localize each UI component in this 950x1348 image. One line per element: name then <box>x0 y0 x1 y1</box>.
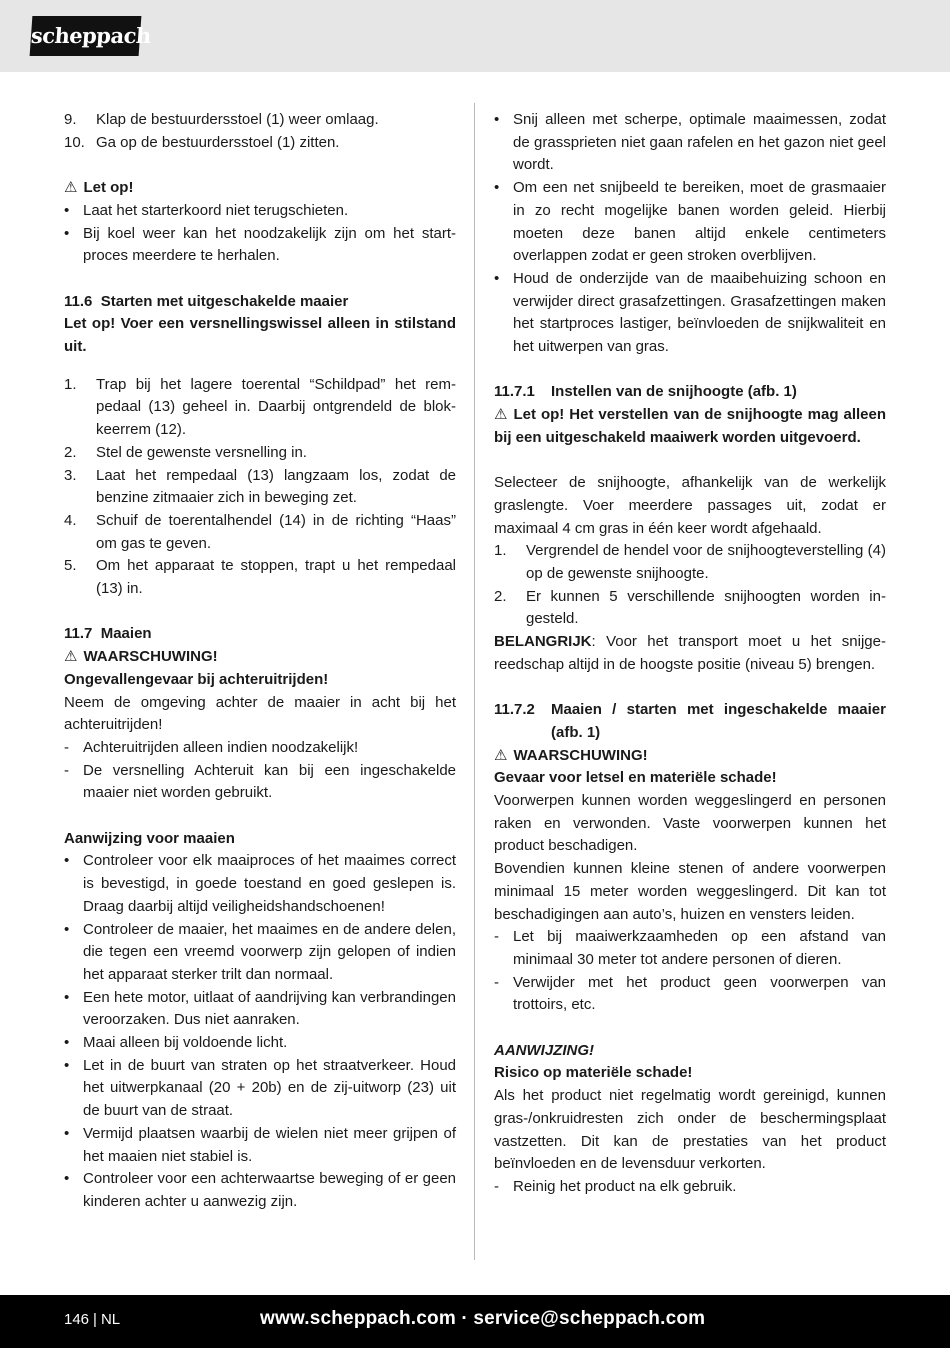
column-divider <box>474 103 475 1260</box>
list-item: • Houd de onderzijde van de maaibehuizing schoon en verwijder direct grasafzettingen. Grasafzettingen maken het startproces lastiger, beïnvloeden de snijkwaliteit en het uitwerpen van gras. <box>494 269 886 356</box>
page-footer <box>0 1295 950 1348</box>
height-steps-list <box>494 540 886 631</box>
list-item: 1. Trap bij het lagere toerental “Schildpad” het rempedaal (13) geheel in. Daarbij ontgrendeld de blokkeerrem (12). <box>64 375 456 439</box>
list-item: 9. Klap de bestuurdersstoel (1) weer omlaag. <box>64 111 379 128</box>
section-note: ⚠ Let op! Het verstellen van de snijhoogte mag alleen bij een uitgeschakeld maaiwerk worden uitgevoerd. <box>494 406 886 446</box>
section-note: Let op! Voer een versnellingswissel alleen in stilstand uit. <box>64 315 456 355</box>
list-item: • Maai alleen bij voldoende licht. <box>64 1034 288 1052</box>
list-item: • Snij alleen met scherpe, optimale maaimessen, zodat de grassprieten niet gaan rafelen en het gazon niet geel wordt. <box>494 111 886 174</box>
section-heading-11-7: 11.7 Maaien <box>64 625 152 643</box>
hint-list <box>64 850 456 1213</box>
list-item: - Reinig het product na elk gebruik. <box>494 1177 737 1195</box>
warning-triangle-icon: ⚠ <box>64 648 78 666</box>
list-item: • Vermijd plaatsen waarbij de wielen niet meer grijpen of het maaien niet stabiel is. <box>64 1124 456 1165</box>
section-heading-11-7-2: 11.7.2 Maaien / starten met ingeschakelde maaier (afb. 1) <box>494 701 886 741</box>
section-text: Selecteer de snijhoogte, afhankelijk van de werkelijk graslengte. Voer meerdere passages uit, zodat er maximaal 4 cm gras in één keer wordt afgehaald. <box>494 474 886 537</box>
warning-heading: ⚠ WAARSCHUWING! <box>494 745 886 768</box>
list-item: 10. Ga op de bestuurdersstoel (1) zitten. <box>64 133 340 151</box>
notice-text: Als het product niet regelmatig wordt gereinigd, kunnen gras-/onkruidresten zich onder de beschermingsplaat vastzetten. Dit kan de prestaties van het product beïnvloeden en de levensduur verkorten. <box>494 1087 886 1173</box>
list-item: - De versnelling Achteruit kan bij een ingeschakelde maaier niet worden gebruikt. <box>64 761 456 802</box>
list-item: 4. Schuif de toerentalhendel (14) in de richting “Haas” om gas te geven. <box>64 511 456 552</box>
warning-text: Neem de omgeving achter de maaier in acht bij het achteruitrijden! <box>64 693 456 734</box>
list-item: - Achteruitrijden alleen indien noodzakelijk! <box>64 738 359 756</box>
list-item: • Laat het starterkoord niet terugschieten. <box>64 201 349 219</box>
left-column <box>64 109 456 1214</box>
steps-list-b <box>64 374 456 601</box>
page-number: 146 | NL <box>64 1311 121 1328</box>
warning-triangle-icon: ⚠ <box>64 179 78 197</box>
page-header <box>0 0 950 72</box>
warning-list <box>494 926 886 1017</box>
right-column <box>494 109 886 1199</box>
scheppach-logo: scheppach <box>30 16 142 56</box>
warning-subheading: Gevaar voor letsel en materiële schade! <box>494 769 777 787</box>
caution-heading: ⚠ Let op! <box>64 177 456 200</box>
warning-subheading: Ongevallengevaar bij achteruitrijden! <box>64 670 329 688</box>
list-item: • Bij koel weer kan het noodzakelijk zijn om het startproces meerdere te herhalen. <box>64 224 456 265</box>
caution-list <box>64 200 456 268</box>
list-item: 3. Laat het rempedaal (13) langzaam los, zodat de benzine zitmaaier zich in beweging zet. <box>64 466 456 507</box>
list-item: • Controleer de maaier, het maaimes en de andere delen, die tegen een vreemd voorwerp zijn gelopen of indien het apparaat sterker trilt dan normaal. <box>64 920 456 983</box>
list-item: 2. Er kunnen 5 verschillende snijhoogten worden ingesteld. <box>494 587 886 628</box>
steps-list-a <box>64 109 456 154</box>
footer-website: www.scheppach.com · service@scheppach.com <box>260 1308 706 1329</box>
section-heading-11-6: 11.6 Starten met uitgeschakelde maaier <box>64 292 349 310</box>
section-heading-11-7-1: 11.7.1 Instellen van de snijhoogte (afb. 1) <box>494 383 797 401</box>
list-item: - Let bij maaiwerkzaamheden op een afstand van minimaal 30 meter tot andere personen of dieren. <box>494 928 886 968</box>
warning-triangle-icon: ⚠ <box>494 746 508 764</box>
list-item: • Let in de buurt van straten op het straatverkeer. Houd het uitwerpkanaal (20 + 20b) en de zij-uitworp (23) uit de buurt van de straat. <box>64 1056 456 1120</box>
hint-heading: Aanwijzing voor maaien <box>64 829 235 847</box>
list-item: 1. Vergrendel de hendel voor de snijhoogteverstelling (4) op de gewenste snijhoogte. <box>494 542 886 583</box>
list-item: • Een hete motor, uitlaat of aandrijving kan verbrandingen veroorzaken. Dus niet aanraken. <box>64 988 456 1029</box>
list-item: • Controleer voor een achterwaartse beweging of er geen kinderen achter u aanwezig zijn. <box>64 1170 456 1210</box>
important-note: BELANGRIJK: Voor het transport moet u het snijgereedschap altijd in de hoogste positie (niveau 5) brengen. <box>494 633 886 673</box>
warning-list <box>64 737 456 805</box>
notice-list <box>494 1176 886 1199</box>
notice-subheading: Risico op materiële schade! <box>494 1064 693 1082</box>
warning-text: Voorwerpen kunnen worden weggeslingerd en personen raken en verwonden. Vaste voorwerpen kunnen het product beschadigen. <box>494 792 886 855</box>
warning-triangle-icon: ⚠ <box>494 406 508 424</box>
warning-heading: ⚠ WAARSCHUWING! <box>64 646 456 669</box>
notice-heading: AANWIJZING! <box>494 1041 594 1059</box>
list-item: • Om een net snijbeeld te bereiken, moet de grasmaaier in zo recht mogelijke banen worden geleid. Hierbij moeten deze banen altijd enkele centimeters overlappen zodat er geen stroken overblijven. <box>494 179 886 265</box>
top-list <box>494 109 886 359</box>
list-item: 2. Stel de gewenste versnelling in. <box>64 443 307 461</box>
warning-text: Bovendien kunnen kleine stenen of andere voorwerpen minimaal 15 meter worden weggeslingerd. Dit kan tot beschadigingen aan auto’s, huizen en vensters leiden. <box>494 860 886 923</box>
list-item: - Verwijder met het product geen voorwerpen van trottoirs, etc. <box>494 973 886 1014</box>
list-item: 5. Om het apparaat te stoppen, trapt u het rempedaal (13) in. <box>64 557 456 598</box>
list-item: • Controleer voor elk maaiproces of het maaimes correct is bevestigd, in goede toestand en goed geslepen is. Draag daarbij altijd veiligheidshandschoenen! <box>64 852 456 915</box>
